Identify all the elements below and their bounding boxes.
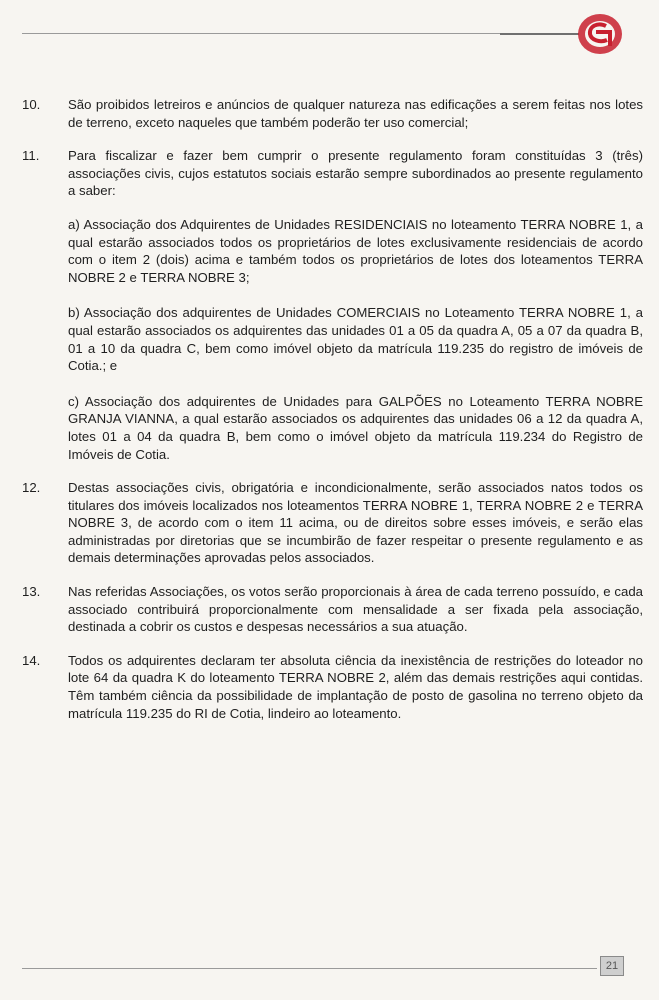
document-body: [0, 96, 659, 722]
clause-number: 14.: [22, 652, 41, 668]
clause-text: Nas referidas Associações, os votos serão proporcionais à área de cada terreno possuído, e cada associado contribuirá proporcionalmente com mensalidade a ser fixada pela associação, destinada a cobrir os custos e despesas necessários a sua atuação.: [68, 584, 643, 635]
clause-text: São proibidos letreiros e anúncios de qualquer natureza nas edificações a serem feitas nos lotes de terreno, exceto naqueles que também poderão ter uso comercial;: [68, 97, 643, 130]
header-rule-accent: [500, 33, 579, 35]
clause-number: 10.: [22, 97, 41, 112]
page-number: 21: [600, 956, 624, 976]
clause-14: [0, 652, 659, 722]
company-logo-icon: [576, 12, 624, 56]
clause-13: [0, 583, 659, 636]
subclause-c: c) Associação dos adquirentes de Unidades para GALPÕES no Loteamento TERRA NOBRE GRANJA VIANNA, a qual estarão associados os adquirentes das unidades 06 a 12 da quadra A, lotes 01 a 04 da quadra B, bem como o imóvel objeto da matrícula 119.234 do Registro de Imóveis de Cotia.: [68, 393, 643, 462]
clause-text: Todos os adquirentes declaram ter absoluta ciência da inexistência de restrições do loteador no lote 64 da quadra K do loteamento TERRA NOBRE 2, além das demais restrições aqui contidas. Têm também ciência da possibilidade de implantação de posto de gasolina no terreno objeto da matrícula 119.235 do RI de Cotia, lindeiro ao loteamento.: [68, 652, 643, 721]
clause-number: 12.: [22, 480, 41, 496]
header-rule: [22, 33, 579, 34]
clause-10: [0, 96, 659, 131]
clause-text: Destas associações civis, obrigatória e incondicionalmente, serão associados natos todos os titulares dos imóveis localizados nos loteamentos TERRA NOBRE 1, TERRA NOBRE 2 e TERRA NOBRE 3, de acordo com o item 11 acima, ou de direitos sobre esses imóveis, e serão elas administradas por diretorias que se incumbirão de fazer respeitar o presente regulamento e as demais determinações aprovadas pelos associados.: [68, 480, 643, 566]
clause-number: 13.: [22, 584, 41, 600]
clause-text: Para fiscalizar e fazer bem cumprir o presente regulamento foram constituídas 3 (três) associações civis, cujos estatutos sociais estarão sempre subordinados ao presente regulamento a saber:: [68, 148, 643, 199]
clause-12: [0, 479, 659, 567]
footer-rule: [22, 968, 597, 969]
clause-11: [0, 147, 659, 463]
subclause-a: a) Associação dos Adquirentes de Unidades RESIDENCIAIS no loteamento TERRA NOBRE 1, a qual estarão associados todos os proprietários de lotes exclusivamente residenciais de acordo com o item 2 (dois) acima e também todos os proprietários de lotes dos loteamentos TERRA NOBRE 2 e TERRA NOBRE 3;: [68, 216, 643, 285]
subclause-b: b) Associação dos adquirentes de Unidades COMERCIAIS no Loteamento TERRA NOBRE 1, a qual estarão associados os adquirentes das unidades 01 a 05 da quadra A, 05 a 07 da quadra B, 01 a 10 da quadra C, bem como imóvel objeto da matrícula 119.235 do registro de imóveis de Cotia.; e: [68, 305, 643, 374]
clause-number: 11.: [22, 148, 40, 164]
